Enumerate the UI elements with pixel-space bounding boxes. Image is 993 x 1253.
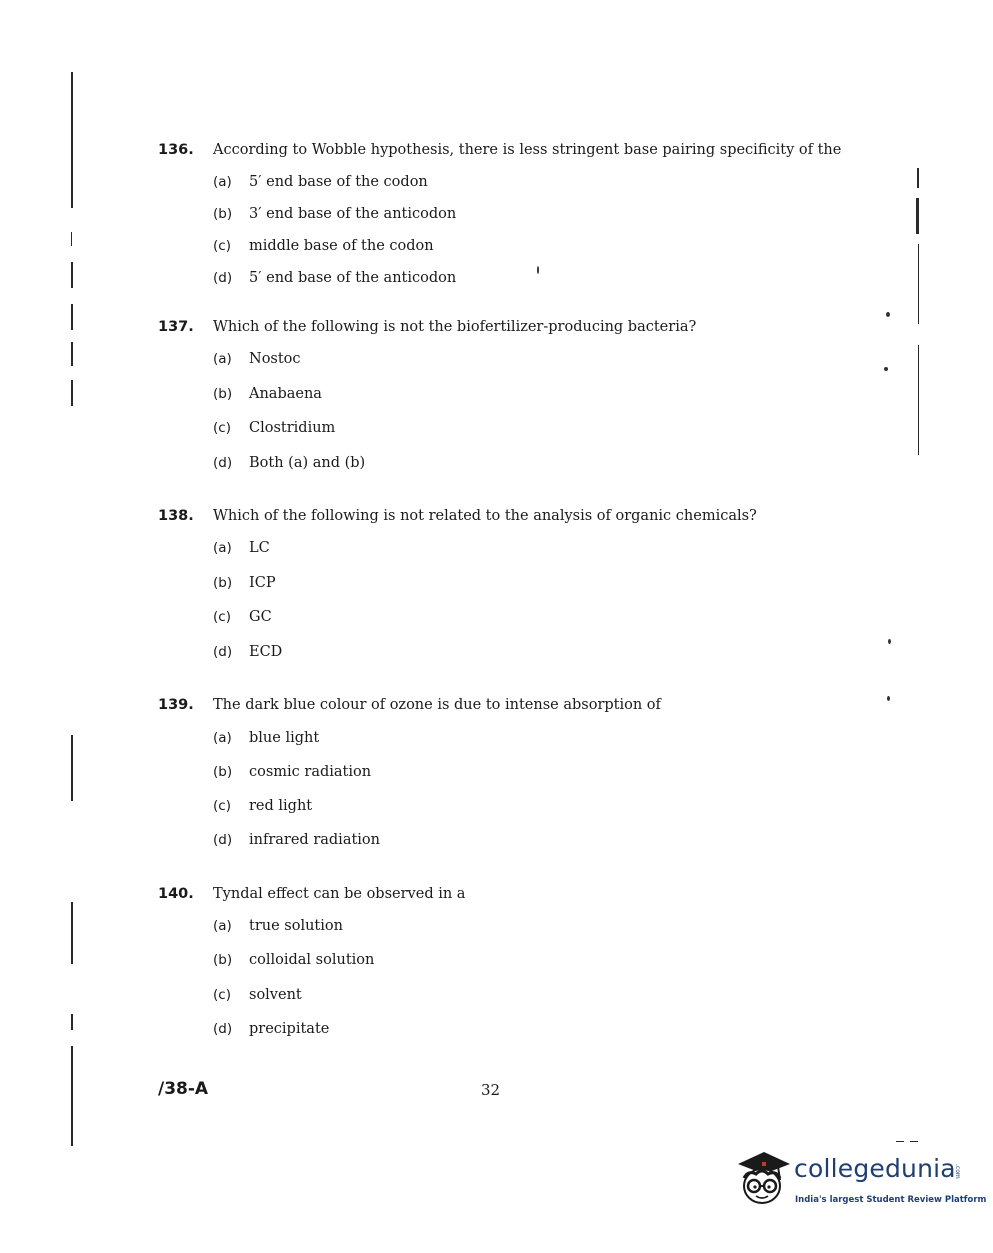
option-b [213,386,322,402]
option-text: 5′ end base of the codon [249,174,428,190]
option-letter: (a) [213,918,232,934]
option-letter: (a) [213,730,232,746]
option-letter: (b) [213,386,233,402]
scan-margin-line [916,198,919,234]
brand-tagline: India's largest Student Review Platform [795,1195,987,1205]
option-a [213,730,319,746]
option-d [213,832,380,848]
scan-margin-line [71,304,73,330]
option-letter: (d) [213,270,233,286]
question-text: According to Wobble hypothesis, there is less stringent base pairing specificity of the [213,142,842,158]
option-letter: (c) [213,609,231,625]
option-text: ECD [249,644,283,660]
option-text: ICP [249,575,276,591]
scan-speck [887,696,890,701]
scan-margin-line [917,168,919,188]
student-mascot-icon [734,1146,794,1216]
scan-margin-line [71,735,73,801]
option-text: precipitate [249,1021,330,1037]
scan-margin-line [71,232,72,246]
option-d [213,455,365,471]
option-letter: (a) [213,540,232,556]
question-number: 137. [158,319,194,335]
option-b [213,764,371,780]
scan-margin-line [896,1141,904,1142]
collegedunia-watermark [734,1146,987,1216]
option-letter: (d) [213,455,233,471]
option-c [213,798,312,814]
brand-domain-suffix: .com [954,1164,961,1179]
option-letter: (a) [213,174,232,190]
scan-margin-line [918,345,919,455]
option-letter: (c) [213,798,231,814]
scan-margin-line [918,244,919,324]
scan-speck [884,367,888,371]
option-letter: (c) [213,238,231,254]
question-number: 138. [158,508,194,524]
scan-speck [886,312,890,317]
option-letter: (d) [213,832,233,848]
option-text: middle base of the codon [249,238,434,254]
option-d [213,644,282,660]
question-text: Tyndal effect can be observed in a [213,886,466,902]
booklet-code: /38-A [158,1079,209,1099]
option-c [213,609,272,625]
option-letter: (c) [213,987,231,1003]
page-number: 32 [481,1081,501,1099]
option-text: LC [249,540,270,556]
question-text: The dark blue colour of ozone is due to intense absorption of [213,697,661,713]
option-text: solvent [249,987,302,1003]
scan-speck [888,639,891,644]
option-b [213,952,374,968]
scan-margin-line [71,342,73,366]
option-a [213,918,343,934]
option-a [213,540,270,556]
question-number: 136. [158,142,194,158]
option-text: blue light [249,730,320,746]
option-letter: (d) [213,1021,233,1037]
option-text: Nostoc [249,351,301,367]
option-text: 3′ end base of the anticodon [249,206,457,222]
scan-margin-line [71,1014,73,1030]
option-text: infrared radiation [249,832,380,848]
question-number: 140. [158,886,194,902]
scan-margin-line [71,1046,73,1146]
option-c [213,420,335,436]
scan-margin-line [71,380,73,406]
option-letter: (d) [213,644,233,660]
option-letter: (a) [213,351,232,367]
option-d [213,270,456,286]
option-letter: (b) [213,764,233,780]
option-text: red light [249,798,313,814]
option-letter: (b) [213,575,233,591]
option-a [213,351,301,367]
scan-margin-line [71,902,73,964]
option-text: Anabaena [249,386,322,402]
option-c [213,987,302,1003]
option-text: 5′ end base of the anticodon [249,270,457,286]
question-number: 139. [158,697,194,713]
option-b [213,206,456,222]
option-text: colloidal solution [249,952,375,968]
option-letter: (c) [213,420,231,436]
option-b [213,575,276,591]
scan-speck [537,266,539,274]
option-text: Both (a) and (b) [249,455,366,471]
option-letter: (b) [213,952,233,968]
scan-margin-line [910,1141,918,1142]
brand-name: collegedunia [794,1154,956,1183]
scan-margin-line [71,262,73,288]
option-text: GC [249,609,272,625]
option-d [213,1021,329,1037]
question-text: Which of the following is not related to the analysis of organic chemicals? [213,508,757,524]
option-a [213,174,428,190]
option-c [213,238,434,254]
option-text: Clostridium [249,420,336,436]
option-letter: (b) [213,206,233,222]
question-text: Which of the following is not the biofertilizer-producing bacteria? [213,319,697,335]
option-text: true solution [249,918,343,934]
scan-margin-line [71,72,73,208]
option-text: cosmic radiation [249,764,372,780]
